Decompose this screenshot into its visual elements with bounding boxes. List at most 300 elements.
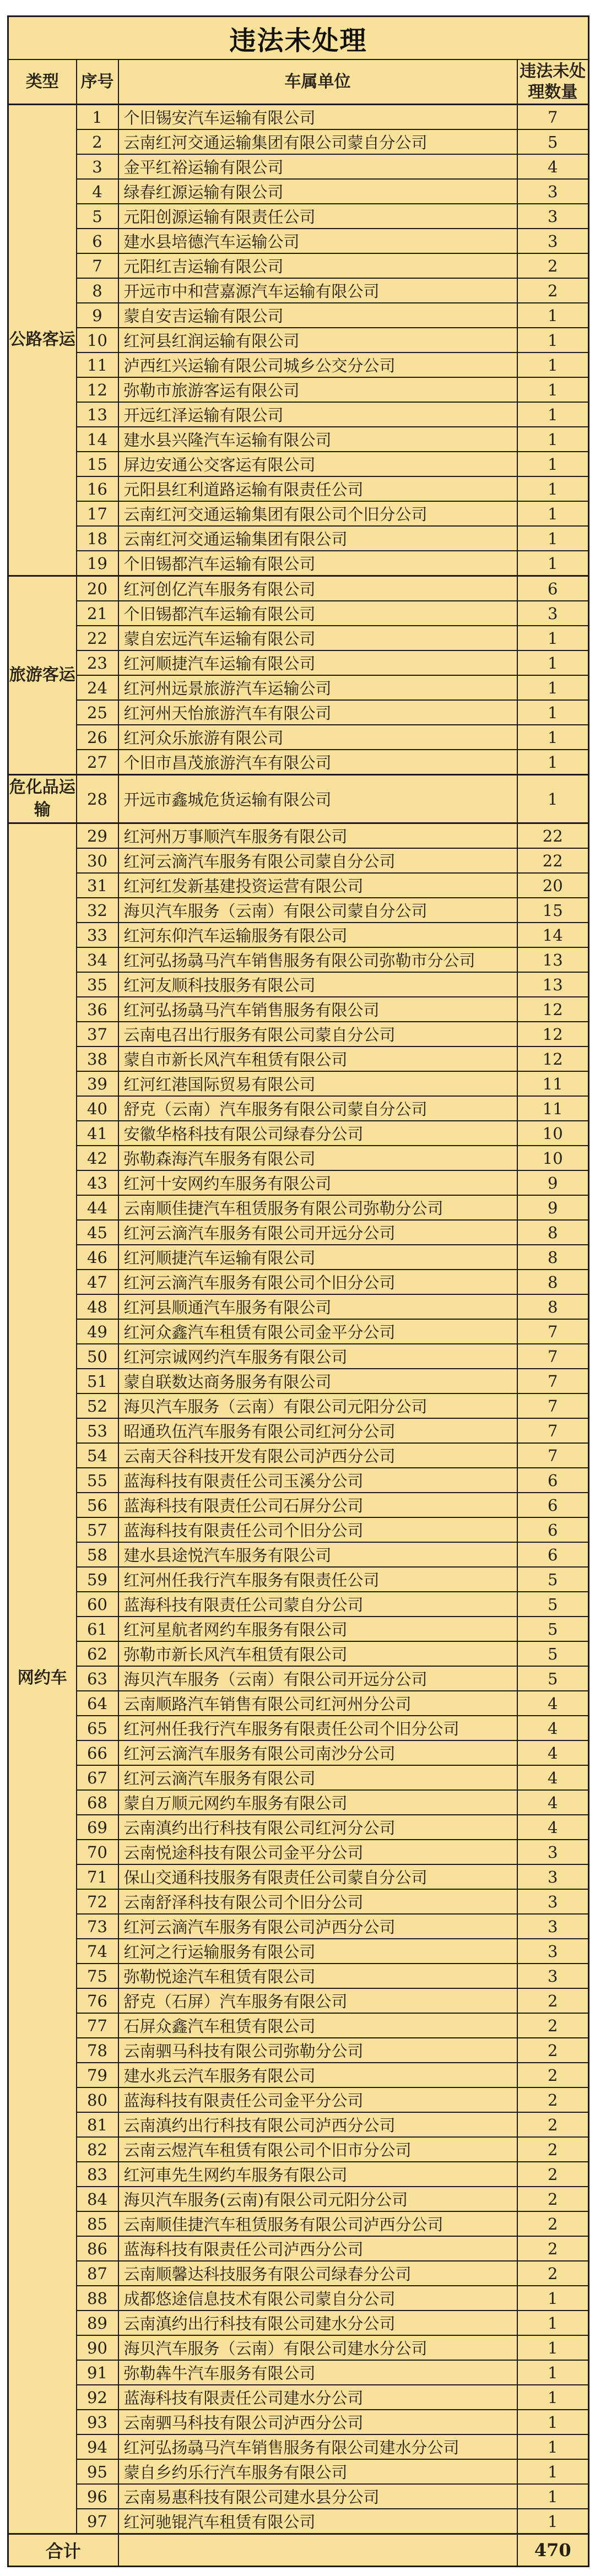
company-cell: 金平红裕运输有限公司	[118, 154, 517, 179]
table-row	[8, 775, 589, 823]
table-row	[8, 823, 589, 849]
total-row	[8, 2534, 589, 2567]
company-cell: 红河州任我行汽车服务有限责任公司个旧分公司	[118, 1716, 517, 1740]
company-cell: 红河弘扬骉马汽车销售服务有限公司弥勒市分公司	[118, 947, 517, 972]
serial-cell: 53	[77, 1418, 118, 1443]
count-cell: 2	[517, 2112, 589, 2137]
company-cell: 成都悠途信息技术有限公司蒙自分公司	[118, 2286, 517, 2311]
count-cell: 9	[517, 1195, 589, 1220]
company-cell: 红河州远景旅游汽车运输公司	[118, 675, 517, 700]
count-cell: 12	[517, 1046, 589, 1071]
company-cell: 舒克（石屏）汽车服务有限公司	[118, 1988, 517, 2013]
company-cell: 云南滇约出行科技有限公司泸西分公司	[118, 2112, 517, 2137]
company-cell: 蒙自万顺元网约车服务有限公司	[118, 1790, 517, 1815]
table-row	[8, 303, 589, 328]
count-cell: 1	[517, 626, 589, 650]
count-cell: 12	[517, 997, 589, 1022]
serial-cell: 8	[77, 278, 118, 303]
count-cell: 1	[517, 377, 589, 402]
count-cell: 2	[517, 2038, 589, 2063]
table-row	[8, 1617, 589, 1641]
serial-cell: 37	[77, 1022, 118, 1046]
count-cell: 3	[517, 204, 589, 229]
category-cell: 公路客运	[8, 105, 77, 576]
table-row	[8, 1170, 589, 1195]
serial-cell: 89	[77, 2311, 118, 2335]
company-cell: 保山交通科技服务有限责任公司蒙自分公司	[118, 1864, 517, 1889]
serial-cell: 30	[77, 848, 118, 873]
company-cell: 元阳创源运输有限责任公司	[118, 204, 517, 229]
company-cell: 弥勒悦途汽车租赁有限公司	[118, 1964, 517, 1988]
count-cell: 3	[517, 601, 589, 626]
company-cell: 红河云滴汽车服务有限公司泸西分公司	[118, 1914, 517, 1939]
table-row	[8, 1195, 589, 1220]
serial-cell: 24	[77, 675, 118, 700]
company-cell: 云南天谷科技开发有限公司泸西分公司	[118, 1443, 517, 1468]
table-row	[8, 947, 589, 972]
count-cell: 1	[517, 2484, 589, 2509]
category-cell: 旅游客运	[8, 576, 77, 775]
table-row	[8, 204, 589, 229]
serial-cell: 50	[77, 1344, 118, 1369]
count-cell: 1	[517, 2360, 589, 2385]
table-row	[8, 476, 589, 501]
company-cell: 红河州任我行汽车服务有限责任公司	[118, 1567, 517, 1592]
serial-cell: 16	[77, 476, 118, 501]
count-cell: 1	[517, 2509, 589, 2534]
company-cell: 红河弘扬骉马汽车销售服务有限公司	[118, 997, 517, 1022]
company-cell: 红河红港国际贸易有限公司	[118, 1071, 517, 1096]
table-row	[8, 1790, 589, 1815]
table-row	[8, 2038, 589, 2063]
count-cell: 2	[517, 2162, 589, 2187]
company-cell: 红河顺捷汽车运输有限公司	[118, 1245, 517, 1270]
table-row	[8, 1245, 589, 1270]
serial-cell: 68	[77, 1790, 118, 1815]
company-cell: 蒙自联数达商务服务有限公司	[118, 1369, 517, 1393]
table-row	[8, 2087, 589, 2112]
count-cell: 2	[517, 2137, 589, 2162]
serial-cell: 25	[77, 700, 118, 725]
company-cell: 弥勒市新长风汽车租赁有限公司	[118, 1641, 517, 1666]
table-row	[8, 427, 589, 452]
company-cell: 红河顺捷汽车运输有限公司	[118, 650, 517, 675]
serial-cell: 44	[77, 1195, 118, 1220]
count-cell: 1	[517, 501, 589, 526]
company-cell: 红河县顺通汽车服务有限公司	[118, 1294, 517, 1319]
table-row	[8, 1220, 589, 1245]
serial-cell: 35	[77, 972, 118, 997]
company-cell: 元阳红吉运输有限公司	[118, 253, 517, 278]
serial-cell: 92	[77, 2385, 118, 2410]
company-cell: 蓝海科技有限责任公司金平分公司	[118, 2087, 517, 2112]
table-row	[8, 576, 589, 601]
total-label: 合计	[8, 2534, 118, 2567]
count-cell: 6	[517, 576, 589, 601]
count-cell: 8	[517, 1270, 589, 1294]
company-cell: 开远市鑫城危货运输有限公司	[118, 775, 517, 823]
company-cell: 蓝海科技有限责任公司泸西分公司	[118, 2236, 517, 2261]
serial-cell: 6	[77, 229, 118, 253]
company-cell: 云南云煜汽车租赁有限公司个旧市分公司	[118, 2137, 517, 2162]
serial-cell: 83	[77, 2162, 118, 2187]
header-row	[8, 59, 589, 105]
table-row	[8, 1716, 589, 1740]
serial-cell: 5	[77, 204, 118, 229]
count-cell: 1	[517, 725, 589, 750]
table-row	[8, 2013, 589, 2038]
table-row	[8, 972, 589, 997]
serial-cell: 59	[77, 1567, 118, 1592]
serial-cell: 62	[77, 1641, 118, 1666]
table-row	[8, 2509, 589, 2534]
count-cell: 5	[517, 1567, 589, 1592]
table-row	[8, 2410, 589, 2434]
serial-cell: 56	[77, 1493, 118, 1517]
serial-cell: 76	[77, 1988, 118, 2013]
table-row	[8, 2484, 589, 2509]
serial-cell: 11	[77, 352, 118, 377]
count-cell: 1	[517, 402, 589, 427]
table-body	[8, 105, 589, 2534]
serial-cell: 34	[77, 947, 118, 972]
table-row	[8, 1319, 589, 1344]
count-cell: 2	[517, 278, 589, 303]
count-cell: 7	[517, 1319, 589, 1344]
serial-cell: 31	[77, 873, 118, 898]
count-cell: 13	[517, 947, 589, 972]
company-cell: 蒙自宏远汽车运输有限公司	[118, 626, 517, 650]
company-cell: 云南驷马科技有限公司弥勒分公司	[118, 2038, 517, 2063]
company-cell: 云南舒泽科技有限公司个旧分公司	[118, 1889, 517, 1914]
company-cell: 海贝汽车服务（云南）有限公司蒙自分公司	[118, 898, 517, 923]
company-cell: 海贝汽车服务（云南）有限公司开远分公司	[118, 1666, 517, 1691]
serial-cell: 95	[77, 2459, 118, 2484]
table-row	[8, 650, 589, 675]
count-cell: 2	[517, 2187, 589, 2211]
table-row	[8, 2311, 589, 2335]
serial-cell: 23	[77, 650, 118, 675]
count-cell: 1	[517, 526, 589, 551]
company-cell: 建水县培德汽车运输公司	[118, 229, 517, 253]
serial-cell: 14	[77, 427, 118, 452]
serial-cell: 17	[77, 501, 118, 526]
serial-cell: 66	[77, 1740, 118, 1765]
serial-cell: 57	[77, 1517, 118, 1542]
table-row	[8, 2434, 589, 2459]
company-cell: 建水兆云汽车服务有限公司	[118, 2063, 517, 2087]
count-cell: 6	[517, 1468, 589, 1493]
company-cell: 红河云滴汽车服务有限公司蒙自分公司	[118, 848, 517, 873]
total-value: 470	[517, 2534, 589, 2567]
company-cell: 红河众鑫汽车租赁有限公司金平分公司	[118, 1319, 517, 1344]
company-cell: 云南红河交通运输集团有限公司	[118, 526, 517, 551]
table-row	[8, 1840, 589, 1864]
company-cell: 红河友顺科技服务有限公司	[118, 972, 517, 997]
company-cell: 海贝汽车服务（云南）有限公司建水分公司	[118, 2335, 517, 2360]
company-cell: 蓝海科技有限责任公司玉溪分公司	[118, 1468, 517, 1493]
table-row	[8, 2360, 589, 2385]
table-row	[8, 1096, 589, 1121]
table-row	[8, 2162, 589, 2187]
col-header-company: 车属单位	[118, 59, 517, 105]
company-cell: 云南顺馨达科技服务有限公司绿春分公司	[118, 2261, 517, 2286]
serial-cell: 33	[77, 923, 118, 947]
count-cell: 1	[517, 2286, 589, 2311]
serial-cell: 63	[77, 1666, 118, 1691]
table-row	[8, 501, 589, 526]
serial-cell: 93	[77, 2410, 118, 2434]
count-cell: 4	[517, 1740, 589, 1765]
serial-cell: 72	[77, 1889, 118, 1914]
count-cell: 4	[517, 1765, 589, 1790]
count-cell: 1	[517, 427, 589, 452]
serial-cell: 90	[77, 2335, 118, 2360]
serial-cell: 47	[77, 1270, 118, 1294]
company-cell: 蓝海科技有限责任公司建水分公司	[118, 2385, 517, 2410]
company-cell: 云南滇约出行科技有限公司红河分公司	[118, 1815, 517, 1840]
table-row	[8, 1443, 589, 1468]
count-cell: 5	[517, 129, 589, 154]
table-row	[8, 526, 589, 551]
serial-cell: 29	[77, 823, 118, 849]
category-cell: 网约车	[8, 823, 77, 2534]
table-row	[8, 997, 589, 1022]
count-cell: 3	[517, 1914, 589, 1939]
table-row	[8, 1468, 589, 1493]
col-header-type: 类型	[8, 59, 77, 105]
table-row	[8, 2112, 589, 2137]
serial-cell: 12	[77, 377, 118, 402]
table-row	[8, 1641, 589, 1666]
serial-cell: 54	[77, 1443, 118, 1468]
table-row	[8, 1369, 589, 1393]
serial-cell: 48	[77, 1294, 118, 1319]
count-cell: 7	[517, 1393, 589, 1418]
serial-cell: 77	[77, 2013, 118, 2038]
company-cell: 开远红泽运输有限公司	[118, 402, 517, 427]
count-cell: 2	[517, 253, 589, 278]
company-cell: 红河十安网约车服务有限公司	[118, 1170, 517, 1195]
serial-cell: 10	[77, 328, 118, 352]
company-cell: 蓝海科技有限责任公司蒙自分公司	[118, 1592, 517, 1617]
serial-cell: 7	[77, 253, 118, 278]
company-cell: 开远市中和营嘉源汽车运输有限公司	[118, 278, 517, 303]
table-row	[8, 1740, 589, 1765]
table-row	[8, 1046, 589, 1071]
table-row	[8, 1022, 589, 1046]
company-cell: 蓝海科技有限责任公司石屏分公司	[118, 1493, 517, 1517]
count-cell: 1	[517, 700, 589, 725]
serial-cell: 38	[77, 1046, 118, 1071]
table-row	[8, 2261, 589, 2286]
table-row	[8, 2236, 589, 2261]
count-cell: 15	[517, 898, 589, 923]
table-row	[8, 2286, 589, 2311]
company-cell: 元阳县红利道路运输有限责任公司	[118, 476, 517, 501]
count-cell: 4	[517, 1815, 589, 1840]
table-row	[8, 2063, 589, 2087]
company-cell: 建水县兴隆汽车运输有限公司	[118, 427, 517, 452]
count-cell: 1	[517, 2335, 589, 2360]
company-cell: 红河州万事顺汽车服务有限公司	[118, 823, 517, 849]
count-cell: 3	[517, 179, 589, 204]
company-cell: 云南顺佳捷汽车租赁服务有限公司弥勒分公司	[118, 1195, 517, 1220]
company-cell: 云南红河交通运输集团有限公司蒙自分公司	[118, 129, 517, 154]
company-cell: 红河云滴汽车服务有限公司南沙分公司	[118, 1740, 517, 1765]
company-cell: 红河云滴汽车服务有限公司开远分公司	[118, 1220, 517, 1245]
count-cell: 6	[517, 1493, 589, 1517]
count-cell: 2	[517, 2211, 589, 2236]
serial-cell: 1	[77, 105, 118, 130]
table-row	[8, 179, 589, 204]
serial-cell: 64	[77, 1691, 118, 1716]
count-cell: 5	[517, 1641, 589, 1666]
table-row	[8, 1393, 589, 1418]
table-row	[8, 750, 589, 775]
serial-cell: 52	[77, 1393, 118, 1418]
count-cell: 22	[517, 848, 589, 873]
table-row	[8, 700, 589, 725]
table-row	[8, 1270, 589, 1294]
table-row	[8, 1146, 589, 1170]
count-cell: 1	[517, 452, 589, 476]
table-row	[8, 873, 589, 898]
table-row	[8, 1418, 589, 1443]
count-cell: 13	[517, 972, 589, 997]
table-row	[8, 1988, 589, 2013]
table-row	[8, 129, 589, 154]
serial-cell: 15	[77, 452, 118, 476]
serial-cell: 69	[77, 1815, 118, 1840]
count-cell: 1	[517, 650, 589, 675]
table-row	[8, 2459, 589, 2484]
table-row	[8, 452, 589, 476]
count-cell: 12	[517, 1022, 589, 1046]
count-cell: 7	[517, 1369, 589, 1393]
table-row	[8, 1294, 589, 1319]
count-cell: 1	[517, 551, 589, 576]
table-row	[8, 105, 589, 130]
count-cell: 1	[517, 775, 589, 823]
serial-cell: 58	[77, 1542, 118, 1567]
company-cell: 个旧锡都汽车运输有限公司	[118, 601, 517, 626]
table-row	[8, 1815, 589, 1840]
table-row	[8, 2335, 589, 2360]
company-cell: 云南红河交通运输集团有限公司个旧分公司	[118, 501, 517, 526]
table-row	[8, 1939, 589, 1964]
count-cell: 3	[517, 1889, 589, 1914]
serial-cell: 40	[77, 1096, 118, 1121]
serial-cell: 85	[77, 2211, 118, 2236]
table-row	[8, 1121, 589, 1146]
company-cell: 红河州天怡旅游汽车有限公司	[118, 700, 517, 725]
count-cell: 4	[517, 1716, 589, 1740]
serial-cell: 9	[77, 303, 118, 328]
count-cell: 1	[517, 2410, 589, 2434]
serial-cell: 78	[77, 2038, 118, 2063]
serial-cell: 21	[77, 601, 118, 626]
table-row	[8, 1666, 589, 1691]
company-cell: 蒙自安吉运输有限公司	[118, 303, 517, 328]
company-cell: 红河驰锟汽车租赁有限公司	[118, 2509, 517, 2534]
count-cell: 7	[517, 105, 589, 130]
count-cell: 3	[517, 1964, 589, 1988]
serial-cell: 3	[77, 154, 118, 179]
company-cell: 建水县途悦汽车服务有限公司	[118, 1542, 517, 1567]
count-cell: 7	[517, 1344, 589, 1369]
company-cell: 红河云滴汽车服务有限公司个旧分公司	[118, 1270, 517, 1294]
count-cell: 2	[517, 2013, 589, 2038]
count-cell: 3	[517, 1939, 589, 1964]
table-row	[8, 2211, 589, 2236]
serial-cell: 84	[77, 2187, 118, 2211]
company-cell: 红河云滴汽车服务有限公司	[118, 1765, 517, 1790]
count-cell: 1	[517, 2385, 589, 2410]
count-cell: 8	[517, 1245, 589, 1270]
company-cell: 个旧锡都汽车运输有限公司	[118, 551, 517, 576]
count-cell: 10	[517, 1121, 589, 1146]
company-cell: 红河县红润运输有限公司	[118, 328, 517, 352]
company-cell: 云南电召出行服务有限公司蒙自分公司	[118, 1022, 517, 1046]
count-cell: 2	[517, 2261, 589, 2286]
table-row	[8, 1889, 589, 1914]
col-header-serial: 序号	[77, 59, 118, 105]
table-row	[8, 253, 589, 278]
count-cell: 5	[517, 1592, 589, 1617]
count-cell: 2	[517, 2236, 589, 2261]
table-row	[8, 2137, 589, 2162]
table-row	[8, 923, 589, 947]
table-row	[8, 551, 589, 576]
count-cell: 10	[517, 1146, 589, 1170]
count-cell: 5	[517, 1666, 589, 1691]
serial-cell: 42	[77, 1146, 118, 1170]
table-row	[8, 601, 589, 626]
company-cell: 石屏众鑫汽车租赁有限公司	[118, 2013, 517, 2038]
serial-cell: 43	[77, 1170, 118, 1195]
company-cell: 云南顺路汽车销售有限公司红河州分公司	[118, 1691, 517, 1716]
company-cell: 红河众乐旅游有限公司	[118, 725, 517, 750]
company-cell: 弥勒犇牛汽车服务有限公司	[118, 2360, 517, 2385]
serial-cell: 20	[77, 576, 118, 601]
table-row	[8, 352, 589, 377]
serial-cell: 19	[77, 551, 118, 576]
total-empty-cell	[118, 2534, 517, 2567]
category-cell: 危化品运输	[8, 775, 77, 823]
table-row	[8, 675, 589, 700]
company-cell: 海贝汽车服务（云南）有限公司元阳分公司	[118, 1393, 517, 1418]
serial-cell: 79	[77, 2063, 118, 2087]
serial-cell: 2	[77, 129, 118, 154]
serial-cell: 88	[77, 2286, 118, 2311]
table-row	[8, 2187, 589, 2211]
serial-cell: 36	[77, 997, 118, 1022]
serial-cell: 46	[77, 1245, 118, 1270]
table-row	[8, 1493, 589, 1517]
serial-cell: 67	[77, 1765, 118, 1790]
table-row	[8, 725, 589, 750]
count-cell: 1	[517, 328, 589, 352]
serial-cell: 18	[77, 526, 118, 551]
count-cell: 7	[517, 1443, 589, 1468]
count-cell: 7	[517, 1418, 589, 1443]
count-cell: 1	[517, 303, 589, 328]
table-row	[8, 229, 589, 253]
count-cell: 1	[517, 750, 589, 775]
count-cell: 3	[517, 1864, 589, 1889]
table-row	[8, 377, 589, 402]
